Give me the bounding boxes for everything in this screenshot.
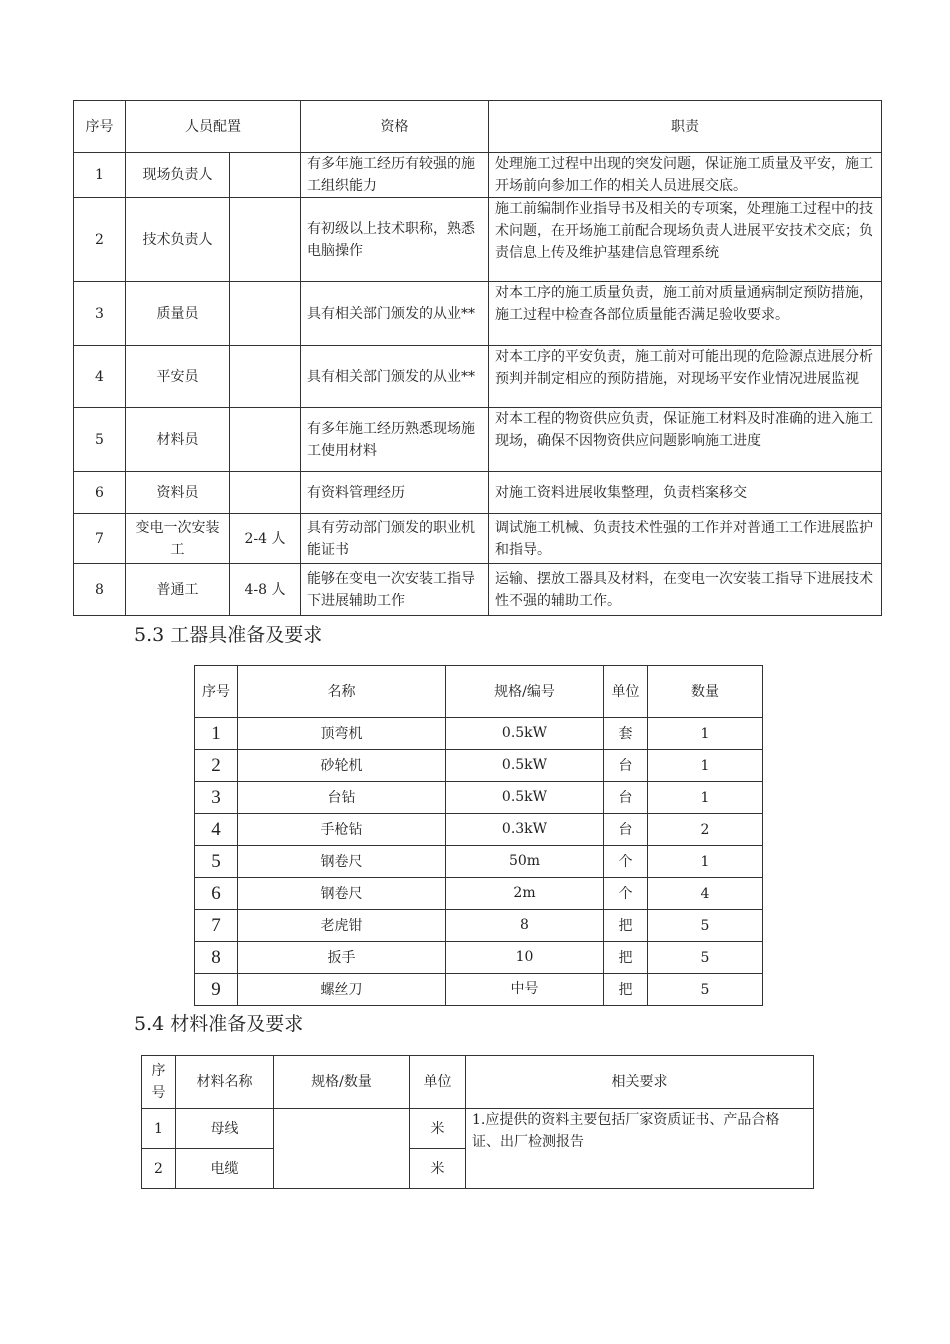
row-no: 9 (195, 974, 238, 1006)
tools-table (194, 665, 763, 1006)
row-count (230, 472, 301, 514)
row-no: 4 (74, 346, 126, 408)
row-count: 4-8 人 (230, 564, 301, 616)
row-no: 5 (195, 846, 238, 878)
table-row (74, 514, 882, 564)
row-unit: 个 (604, 846, 648, 878)
table-header-row (74, 101, 882, 153)
row-count (230, 408, 301, 472)
row-duty: 施工前编制作业指导书及相关的专项案，处理施工过程中的技术问题，在开场施工前配合现场负责人进展平安技术交底；负责信息上传及维护基建信息管理系统 (489, 198, 882, 282)
header-no: 序号 (195, 666, 238, 718)
row-qualification: 具有相关部门颁发的从业** (301, 346, 489, 408)
row-qty: 2 (648, 814, 763, 846)
row-spec: 10 (446, 942, 604, 974)
row-duty: 运输、摆放工器具及材料，在变电一次安装工指导下进展技术性不强的辅助工作。 (489, 564, 882, 616)
row-unit: 把 (604, 974, 648, 1006)
row-count: 2-4 人 (230, 514, 301, 564)
table-row (195, 750, 763, 782)
row-no: 7 (195, 910, 238, 942)
row-name: 电缆 (176, 1149, 274, 1189)
header-name: 名称 (238, 666, 446, 718)
table-row (195, 782, 763, 814)
row-no: 8 (195, 942, 238, 974)
row-qty: 5 (648, 974, 763, 1006)
row-qualification: 有初级以上技术职称，熟悉电脑操作 (301, 198, 489, 282)
row-duty: 处理施工过程中出现的突发问题，保证施工质量及平安，施工开场前向参加工作的相关人员进展交底。 (489, 153, 882, 198)
section-heading-tools: 5.3 工器具准备及要求 (134, 624, 323, 646)
row-name: 螺丝刀 (238, 974, 446, 1006)
table-row (195, 846, 763, 878)
row-count (230, 153, 301, 198)
row-role: 材料员 (126, 408, 230, 472)
row-duty: 对本工程的物资供应负责，保证施工材料及时准确的进入施工现场，确保不因物资供应问题影响施工进度 (489, 408, 882, 472)
row-duty: 调试施工机械、负责技术性强的工作并对普通工工作进展监护和指导。 (489, 514, 882, 564)
table-row (142, 1109, 814, 1149)
row-duty: 对施工资料进展收集整理，负责档案移交 (489, 472, 882, 514)
row-unit: 米 (410, 1149, 466, 1189)
table-row (195, 910, 763, 942)
row-spec: 8 (446, 910, 604, 942)
table-row (74, 153, 882, 198)
table-row (74, 282, 882, 346)
row-qualification: 能够在变电一次安装工指导下进展辅助工作 (301, 564, 489, 616)
row-no: 3 (74, 282, 126, 346)
table-row (195, 974, 763, 1006)
header-qty: 数量 (648, 666, 763, 718)
row-qty: 1 (648, 782, 763, 814)
header-role: 人员配置 (126, 101, 301, 153)
table-row (74, 408, 882, 472)
row-unit: 把 (604, 942, 648, 974)
row-qualification: 具有相关部门颁发的从业** (301, 282, 489, 346)
row-spec: 0.3kW (446, 814, 604, 846)
table-row (74, 564, 882, 616)
row-name: 顶弯机 (238, 718, 446, 750)
row-unit: 个 (604, 878, 648, 910)
header-name: 材料名称 (176, 1056, 274, 1109)
table-row (74, 346, 882, 408)
row-unit: 套 (604, 718, 648, 750)
section-heading-materials: 5.4 材料准备及要求 (134, 1013, 304, 1035)
row-role: 现场负责人 (126, 153, 230, 198)
row-no: 2 (142, 1149, 176, 1189)
row-no: 7 (74, 514, 126, 564)
row-no: 6 (195, 878, 238, 910)
table-row (195, 878, 763, 910)
row-duty: 对本工序的平安负责，施工前对可能出现的危险源点进展分析预判并制定相应的预防措施，对现场平安作业情况进展监视 (489, 346, 882, 408)
materials-table (141, 1055, 814, 1189)
row-name: 手枪钻 (238, 814, 446, 846)
table-row (195, 942, 763, 974)
row-qty: 5 (648, 910, 763, 942)
row-no: 5 (74, 408, 126, 472)
header-qualification: 资格 (301, 101, 489, 153)
row-role: 技术负责人 (126, 198, 230, 282)
row-qty: 1 (648, 750, 763, 782)
row-name: 钢卷尺 (238, 846, 446, 878)
row-spec: 0.5kW (446, 750, 604, 782)
row-no: 8 (74, 564, 126, 616)
row-role: 普通工 (126, 564, 230, 616)
row-spec: 0.5kW (446, 718, 604, 750)
header-unit: 单位 (410, 1056, 466, 1109)
row-name: 扳手 (238, 942, 446, 974)
row-unit: 把 (604, 910, 648, 942)
row-no: 1 (74, 153, 126, 198)
table-header-row (195, 666, 763, 718)
row-count (230, 346, 301, 408)
row-spec: 50m (446, 846, 604, 878)
row-count (230, 282, 301, 346)
header-requirement: 相关要求 (466, 1056, 814, 1109)
row-spec: 0.5kW (446, 782, 604, 814)
header-duty: 职责 (489, 101, 882, 153)
header-spec: 规格/数量 (274, 1056, 410, 1109)
row-role: 资料员 (126, 472, 230, 514)
header-unit: 单位 (604, 666, 648, 718)
row-name: 台钻 (238, 782, 446, 814)
row-unit: 台 (604, 782, 648, 814)
row-no: 1 (195, 718, 238, 750)
row-no: 4 (195, 814, 238, 846)
table-header-row (142, 1056, 814, 1109)
row-no: 3 (195, 782, 238, 814)
row-qualification: 具有劳动部门颁发的职业机能证书 (301, 514, 489, 564)
row-requirement: 1.应提供的资料主要包括厂家资质证书、产品合格证、出厂检测报告 (466, 1109, 814, 1189)
row-name: 砂轮机 (238, 750, 446, 782)
row-no: 1 (142, 1109, 176, 1149)
table-row (195, 718, 763, 750)
personnel-table (73, 100, 882, 616)
row-unit: 台 (604, 814, 648, 846)
row-qty: 1 (648, 718, 763, 750)
header-no: 序号 (74, 101, 126, 153)
row-unit: 米 (410, 1109, 466, 1149)
row-qualification: 有多年施工经历熟悉现场施工使用材料 (301, 408, 489, 472)
row-qty: 4 (648, 878, 763, 910)
row-no: 6 (74, 472, 126, 514)
table-row (74, 472, 882, 514)
row-name: 钢卷尺 (238, 878, 446, 910)
row-role: 质量员 (126, 282, 230, 346)
row-duty: 对本工序的施工质量负责，施工前对质量通病制定预防措施，施工过程中检查各部位质量能否满足验收要求。 (489, 282, 882, 346)
table-row (74, 198, 882, 282)
row-count (230, 198, 301, 282)
row-qualification: 有多年施工经历有较强的施工组织能力 (301, 153, 489, 198)
row-spec: 中号 (446, 974, 604, 1006)
row-qty: 5 (648, 942, 763, 974)
table-row (195, 814, 763, 846)
row-name: 母线 (176, 1109, 274, 1149)
row-role: 平安员 (126, 346, 230, 408)
row-role: 变电一次安装工 (126, 514, 230, 564)
row-spec: 2m (446, 878, 604, 910)
header-no: 序号 (142, 1056, 176, 1109)
row-qty: 1 (648, 846, 763, 878)
row-spec (274, 1109, 410, 1189)
row-qualification: 有资料管理经历 (301, 472, 489, 514)
header-spec: 规格/编号 (446, 666, 604, 718)
row-unit: 台 (604, 750, 648, 782)
row-name: 老虎钳 (238, 910, 446, 942)
row-no: 2 (74, 198, 126, 282)
row-no: 2 (195, 750, 238, 782)
